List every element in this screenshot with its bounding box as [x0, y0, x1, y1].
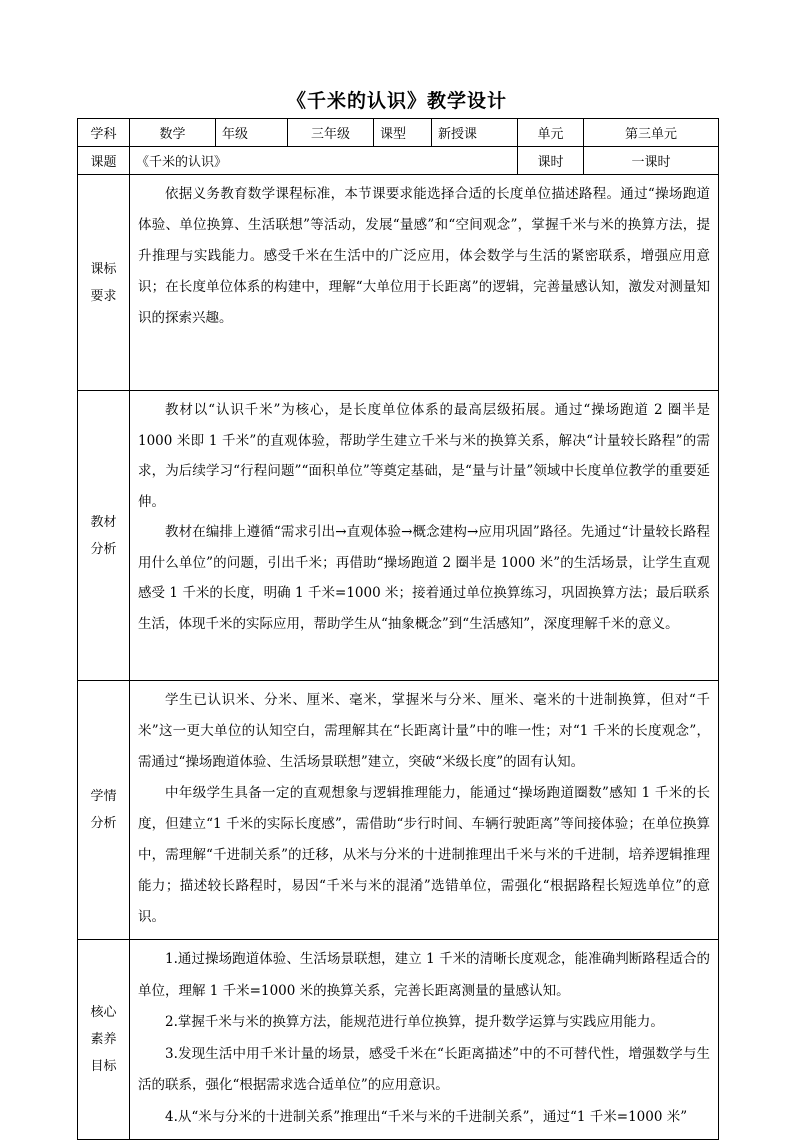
- grade-value: 三年级: [288, 119, 374, 147]
- topic-value: 《千米的认识》: [130, 147, 518, 175]
- topic-row: [78, 147, 719, 175]
- lesson-type-label: 课型: [374, 119, 432, 147]
- lesson-plan-table: [77, 118, 719, 1140]
- section-body: [130, 681, 719, 940]
- paragraph: 教材以“认识千米”为核心，是长度单位体系的最高层级拓展。通过“操场跑道 2 圈半是 1000 米即 1 千米”的直观体验，帮助学生建立千米与米的换算关系，解决“计量较长路程”的需求，为后续学习“行程问题”“面积单位”等奠定基础，是“量与计量”领域中长度单位教学的重要延伸。: [138, 402, 710, 510]
- paragraph: 3.发现生活中用千米计量的场景，感受千米在“长距离描述”中的不可替代性，增强数学与生活的联系，强化“根据需求选合适单位”的应用意识。: [138, 1045, 710, 1093]
- document-title: 《千米的认识》教学设计: [286, 90, 507, 112]
- paragraph: 教材在编排上遵循“需求引出→直观体验→概念建构→应用巩固”路径。先通过“计量较长路程用什么单位”的问题，引出千米；再借助“操场跑道 2 圈半是 1000 米”的生活场景，让学生直观感受 1 千米的长度，明确 1 千米=1000 米；接着通过单位换算练习，巩固换算方法；最后联系生活，体现千米的实际应用，帮助学生从“抽象概念”到“生活感知”，深度理解千米的意义。: [138, 524, 710, 632]
- section-body: [130, 175, 719, 391]
- paragraph: 依据义务教育数学课程标准，本节课要求能选择合适的长度单位描述路程。通过“操场跑道体验、单位换算、生活联想”等活动，发展“量感”和“空间观念”，掌握千米与米的换算方法，提升推理与实践能力。感受千米在生活中的广泛应用，体会数学与生活的紧密联系，增强应用意识；在长度单位体系的构建中，理解“大单位用于长距离”的逻辑，完善量感认知，激发对测量知识的探索兴趣。: [138, 186, 710, 326]
- section-row-textbook: [78, 391, 719, 681]
- section-label: 学情分析: [78, 681, 130, 940]
- section-label: 教材分析: [78, 391, 130, 681]
- section-label: 核心素养目标: [78, 940, 130, 1140]
- section-row-goals: [78, 940, 719, 1140]
- paragraph: 学生已认识米、分米、厘米、毫米，掌握米与分米、厘米、毫米的十进制换算，但对“千米”这一更大单位的认知空白，需理解其在“长距离计量”中的唯一性；对“1 千米的长度观念”，需通过“操场跑道体验、生活场景联想”建立，突破“米级长度”的固有认知。: [138, 692, 710, 770]
- section-row-curriculum: [78, 175, 719, 391]
- section-body: [130, 391, 719, 681]
- unit-label: 单元: [518, 119, 584, 147]
- paragraph: 2.掌握千米与米的换算方法，能规范进行单位换算，提升数学运算与实践应用能力。: [165, 1014, 664, 1030]
- topic-label: 课题: [78, 147, 130, 175]
- subject-value: 数学: [130, 119, 216, 147]
- section-row-students: [78, 681, 719, 940]
- unit-value: 第三单元: [584, 119, 719, 147]
- grade-label: 年级: [216, 119, 288, 147]
- class-hours-value: 一课时: [584, 147, 719, 175]
- paragraph: 1.通过操场跑道体验、生活场景联想，建立 1 千米的清晰长度观念，能准确判断路程适合的单位，理解 1 千米=1000 米的换算关系，完善长距离测量的量感认知。: [138, 951, 710, 999]
- paragraph: 4.从“米与分米的十进制关系”推理出“千米与米的千进制关系”，通过“1 千米=1000 米”: [165, 1108, 688, 1125]
- class-hours-label: 课时: [518, 147, 584, 175]
- paragraph: 中年级学生具备一定的直观想象与逻辑推理能力，能通过“操场跑道圈数”感知 1 千米的长度，但建立“1 千米的实际长度感”，需借助“步行时间、车辆行驶距离”等间接体验；在单位换算中，需理解“千进制关系”的迁移，从米与分米的十进制推理出千米与米的千进制，培养逻辑推理能力；描述较长路程时，易因“千米与米的混淆”选错单位，需强化“根据路程长短选单位”的意识。: [138, 785, 710, 925]
- section-body: [130, 940, 719, 1140]
- header-row: [78, 119, 719, 147]
- subject-label: 学科: [78, 119, 130, 147]
- lesson-type-value: 新授课: [432, 119, 518, 147]
- section-label: 课标要求: [78, 175, 130, 391]
